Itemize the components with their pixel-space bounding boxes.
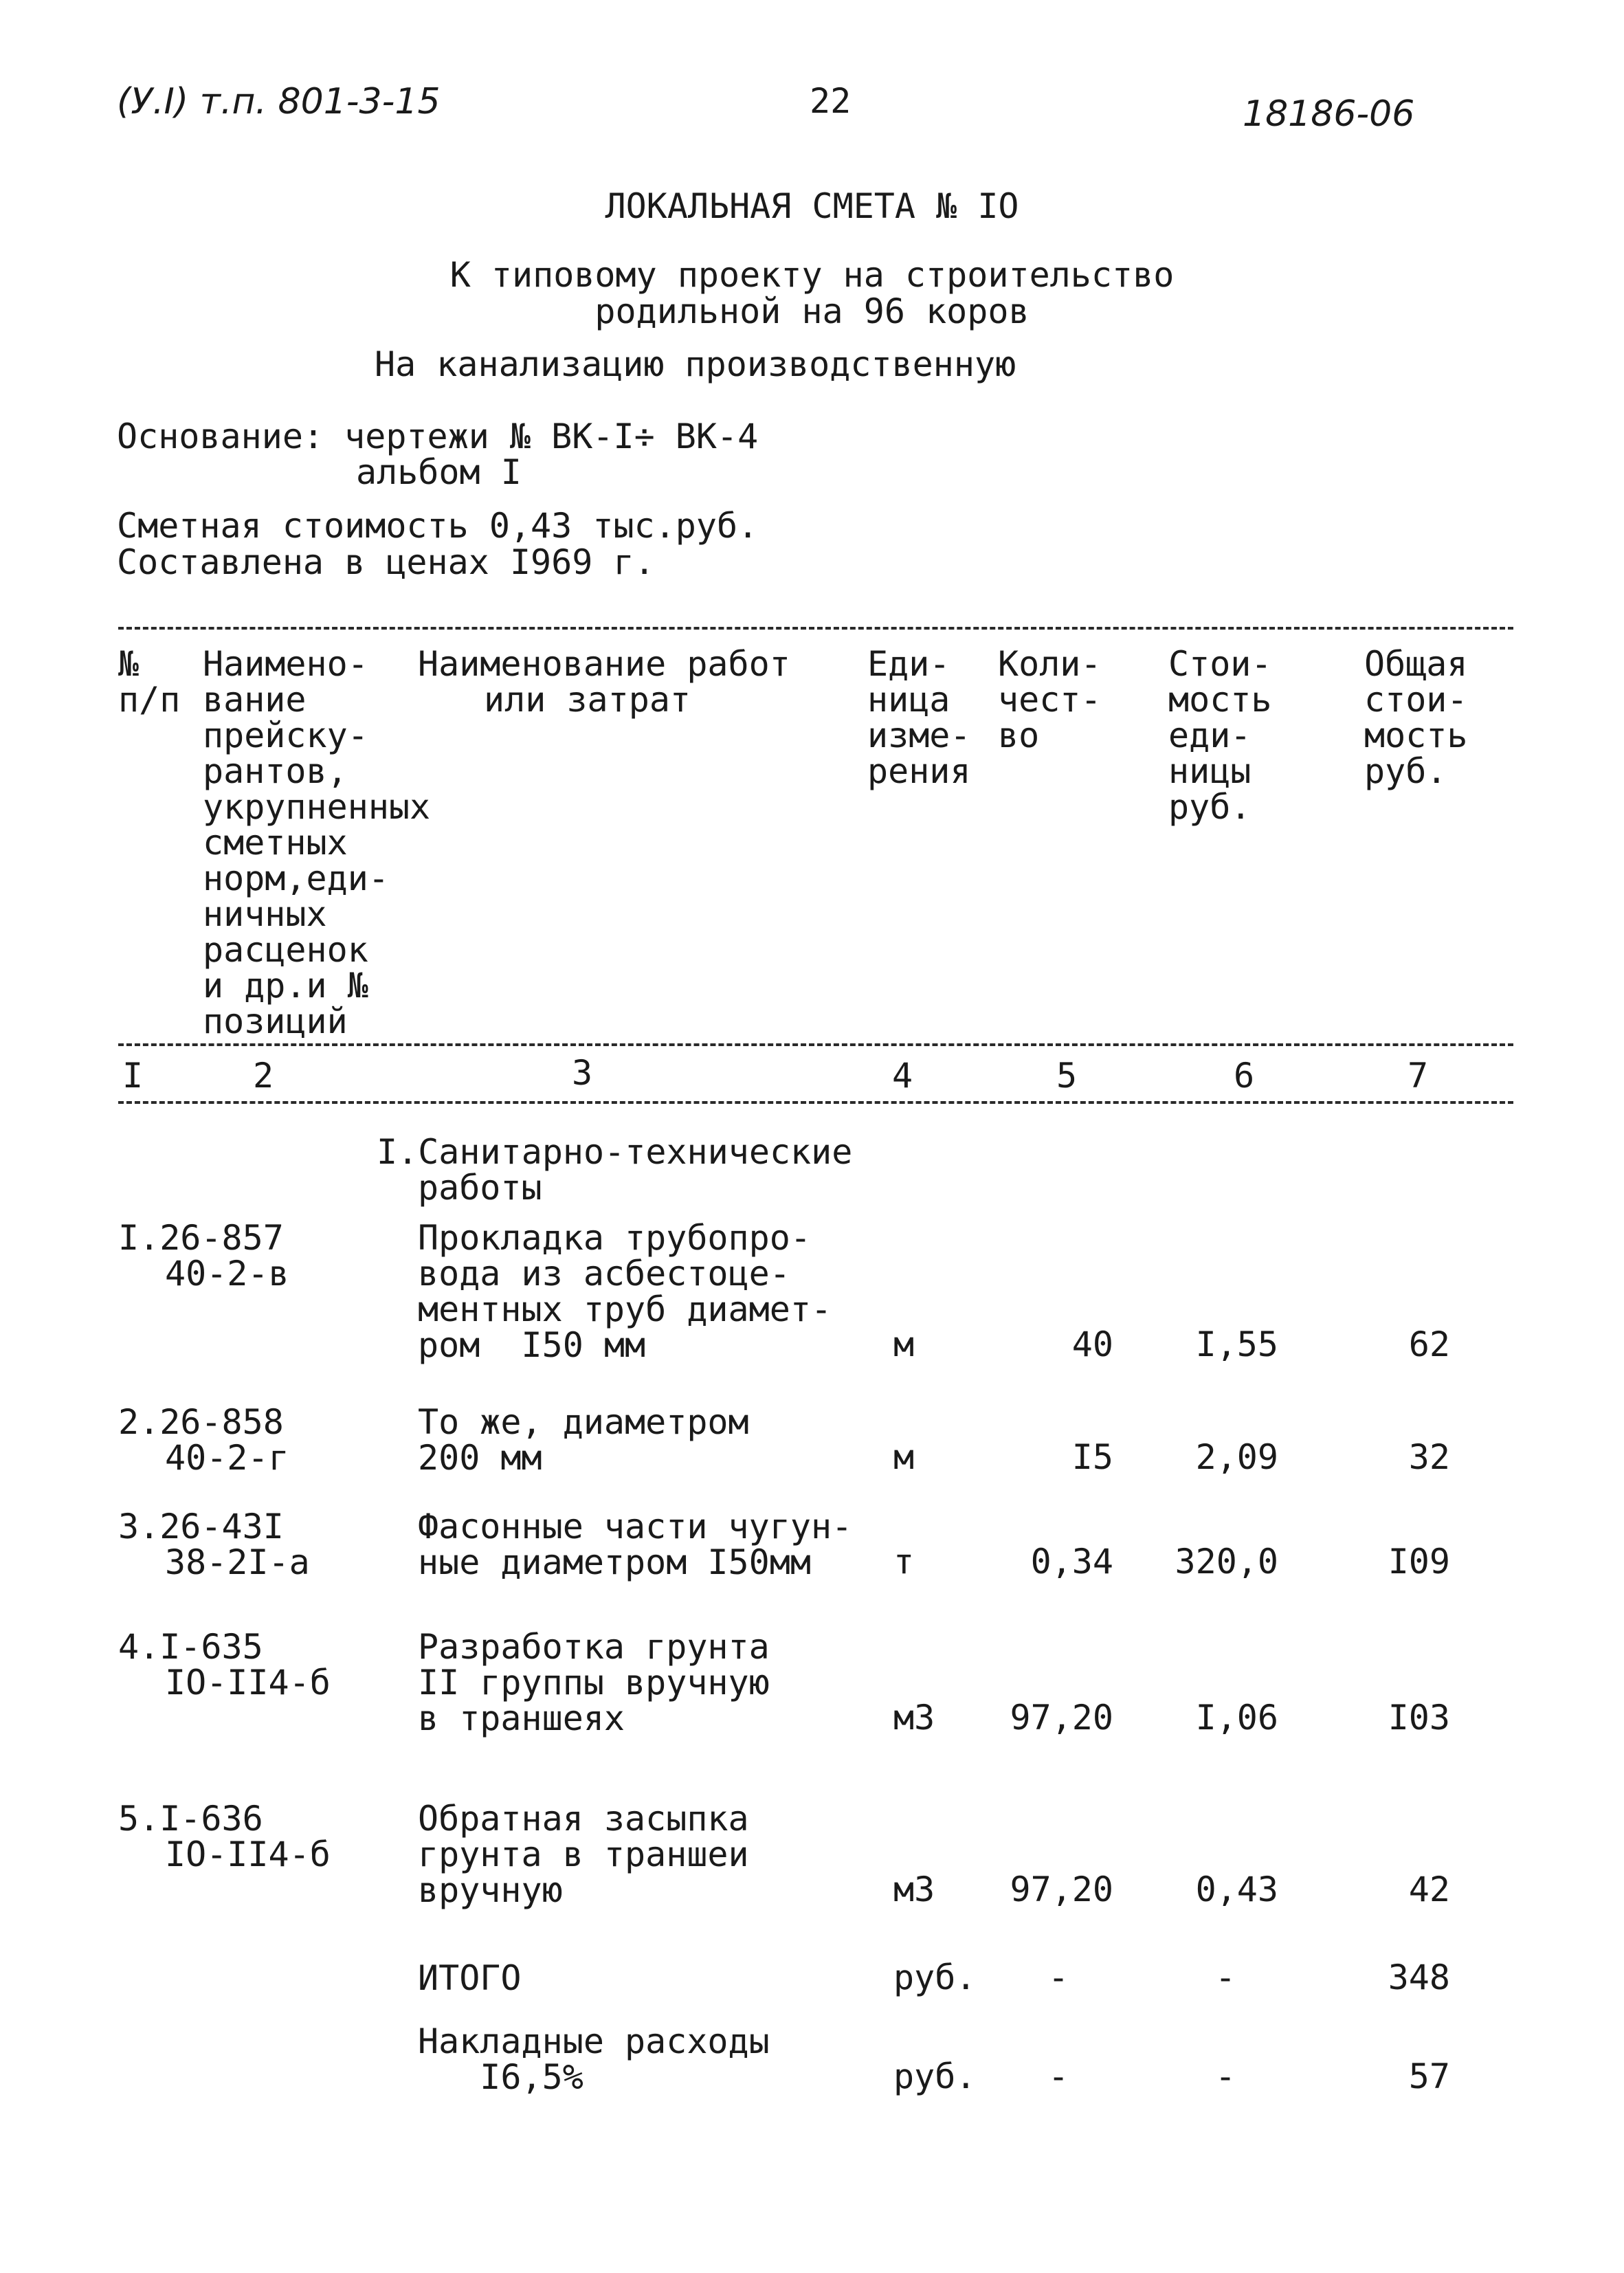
subtotal-qty: - [1048,1958,1069,1997]
table-row-code: 2.26-858 40-2-г [118,1402,289,1478]
table-row-price: 0,43 [1195,1870,1278,1909]
col-header-2 [203,646,430,1039]
table-row-price: 320,0 [1175,1542,1278,1582]
table-row-total: 62 [1408,1324,1450,1364]
table-row-unit: м [893,1437,915,1477]
text-line: рантов, [203,751,348,791]
archive-number: 18186-06 [1243,93,1415,135]
section-title: I.Санитарно-технические работы [377,1132,853,1208]
text-line: норм,еди- [203,858,389,898]
text-line: прейску- [203,716,368,755]
text-line: Разработка грунта [418,1627,770,1667]
table-row-total: I09 [1388,1542,1450,1582]
col-header-7 [1364,646,1468,789]
text-line: ничных [203,894,327,934]
text-line: в траншеях [418,1698,625,1738]
text-line: ницы [1168,751,1252,791]
col-header-6 [1168,646,1272,825]
table-row-total: 42 [1408,1870,1450,1909]
overhead-label [418,2023,770,2095]
text-line: вание [203,680,307,720]
table-row-price: 2,09 [1195,1437,1278,1477]
text-line: ница [867,680,950,720]
text-line: ИТОГО [418,1958,522,1998]
subtotal-label [418,1960,522,1996]
text-line: I6,5% [418,2057,583,2097]
table-row-unit: м [893,1324,915,1364]
table-row-name [418,1404,749,1476]
col-number-3: 3 [572,1053,593,1093]
text-line: стои- [1364,680,1468,720]
table-row-total: 32 [1408,1437,1450,1477]
page-title: ЛОКАЛЬНАЯ СМЕТА № IO [605,186,1019,226]
text-line: руб. [1168,787,1252,827]
table-row-price: I,06 [1195,1698,1278,1738]
table-row-code: 3.26-43I 38-2I-а [118,1507,310,1582]
subtotal-unit: руб. [893,1958,977,1997]
text-line: п/п [118,680,181,720]
text-line: еди- [1168,716,1252,755]
text-line: Еди- [867,644,950,684]
overhead-total: 57 [1408,2056,1450,2096]
col-number-5: 5 [1056,1056,1078,1096]
text-line: чест- [998,680,1102,720]
table-row-qty: 97,20 [1010,1870,1113,1909]
text-line: руб. [1364,751,1447,791]
estimated-cost: Сметная стоимость 0,43 тыс.руб. [117,506,759,546]
col-number-4: 4 [892,1056,913,1096]
text-line: укрупненных [203,787,431,827]
text-line: Общая [1364,644,1468,684]
subtitle-line-2: родильной на 96 коров [594,291,1030,331]
text-line: вручную [418,1870,563,1910]
col-number-1: I [122,1056,144,1096]
subtotal-price: - [1215,1958,1236,1997]
table-row-name [418,1801,749,1908]
overhead-price: - [1215,2056,1236,2096]
text-line: ром I50 мм [418,1325,646,1365]
overhead-unit: руб. [893,2056,977,2096]
text-line: мость [1364,716,1468,755]
overhead-qty: - [1048,2056,1069,2096]
text-line: позиций [203,1001,348,1041]
text-line: расценок [203,930,368,970]
document-code: (У.I) т.п. 801-3-15 [117,81,441,122]
col-number-2: 2 [253,1056,274,1096]
column-number-rule [118,1101,1513,1104]
text-line: II группы вручную [418,1663,770,1703]
table-row-unit: т [893,1542,915,1582]
text-line: Наимено- [203,644,368,684]
text-line: То же, диаметром [418,1402,749,1442]
basis-line-2: альбом I [356,452,522,492]
text-line: Фасонные части чугун- [418,1507,853,1546]
subtitle-line-1: К типовому проекту на строительство [449,255,1175,295]
table-row-unit: м3 [893,1870,935,1909]
text-line: рения [867,751,971,791]
text-line: вода из асбестоце- [418,1254,790,1294]
col-number-7: 7 [1408,1056,1429,1096]
text-line: и др.и № [203,966,368,1006]
text-line: Коли- [998,644,1102,684]
text-line: ментных труб диамет- [418,1289,832,1329]
table-row-qty: 0,34 [1030,1542,1113,1582]
price-level: Составлена в ценах I969 г. [117,542,655,582]
table-row-name [418,1629,770,1736]
subtitle-line-3: На канализацию производственную [375,344,1016,384]
text-line: ные диаметром I50мм [418,1542,811,1582]
text-line: Стои- [1168,644,1272,684]
text-line: 200 мм [418,1438,542,1478]
header-bottom-rule [118,1043,1513,1046]
table-row-code: I.26-857 40-2-в [118,1218,289,1294]
text-line: во [998,716,1040,755]
text-line: Обратная засыпка [418,1799,749,1839]
table-row-name [418,1220,832,1363]
basis-line-1: Основание: чертежи № ВК-I÷ ВК-4 [117,417,759,456]
table-row-qty: 40 [1071,1324,1113,1364]
table-row-unit: м3 [893,1698,935,1738]
text-line: № [118,644,140,684]
text-line: Накладные расходы [418,2021,770,2061]
text-line: грунта в траншеи [418,1834,749,1874]
table-row-qty: 97,20 [1010,1698,1113,1738]
table-row-qty: I5 [1071,1437,1113,1477]
text-line: изме- [867,716,971,755]
col-header-1 [118,646,180,718]
table-row-total: I03 [1388,1698,1450,1738]
page-number: 22 [810,81,852,121]
table-top-rule [118,627,1513,630]
col-header-5 [998,646,1102,753]
col-header-4 [867,646,971,789]
text-line: сметных [203,823,348,863]
table-row-code: 4.I-635 IO-II4-б [118,1627,331,1703]
table-row-name [418,1509,852,1580]
col-number-6: 6 [1234,1056,1255,1096]
subtotal-total: 348 [1388,1958,1450,1997]
text-line: Прокладка трубопро- [418,1218,811,1258]
col-header-3: Наименование работ или затрат [418,644,790,720]
table-row-code: 5.I-636 IO-II4-б [118,1799,331,1874]
table-row-price: I,55 [1195,1324,1278,1364]
text-line: мость [1168,680,1272,720]
